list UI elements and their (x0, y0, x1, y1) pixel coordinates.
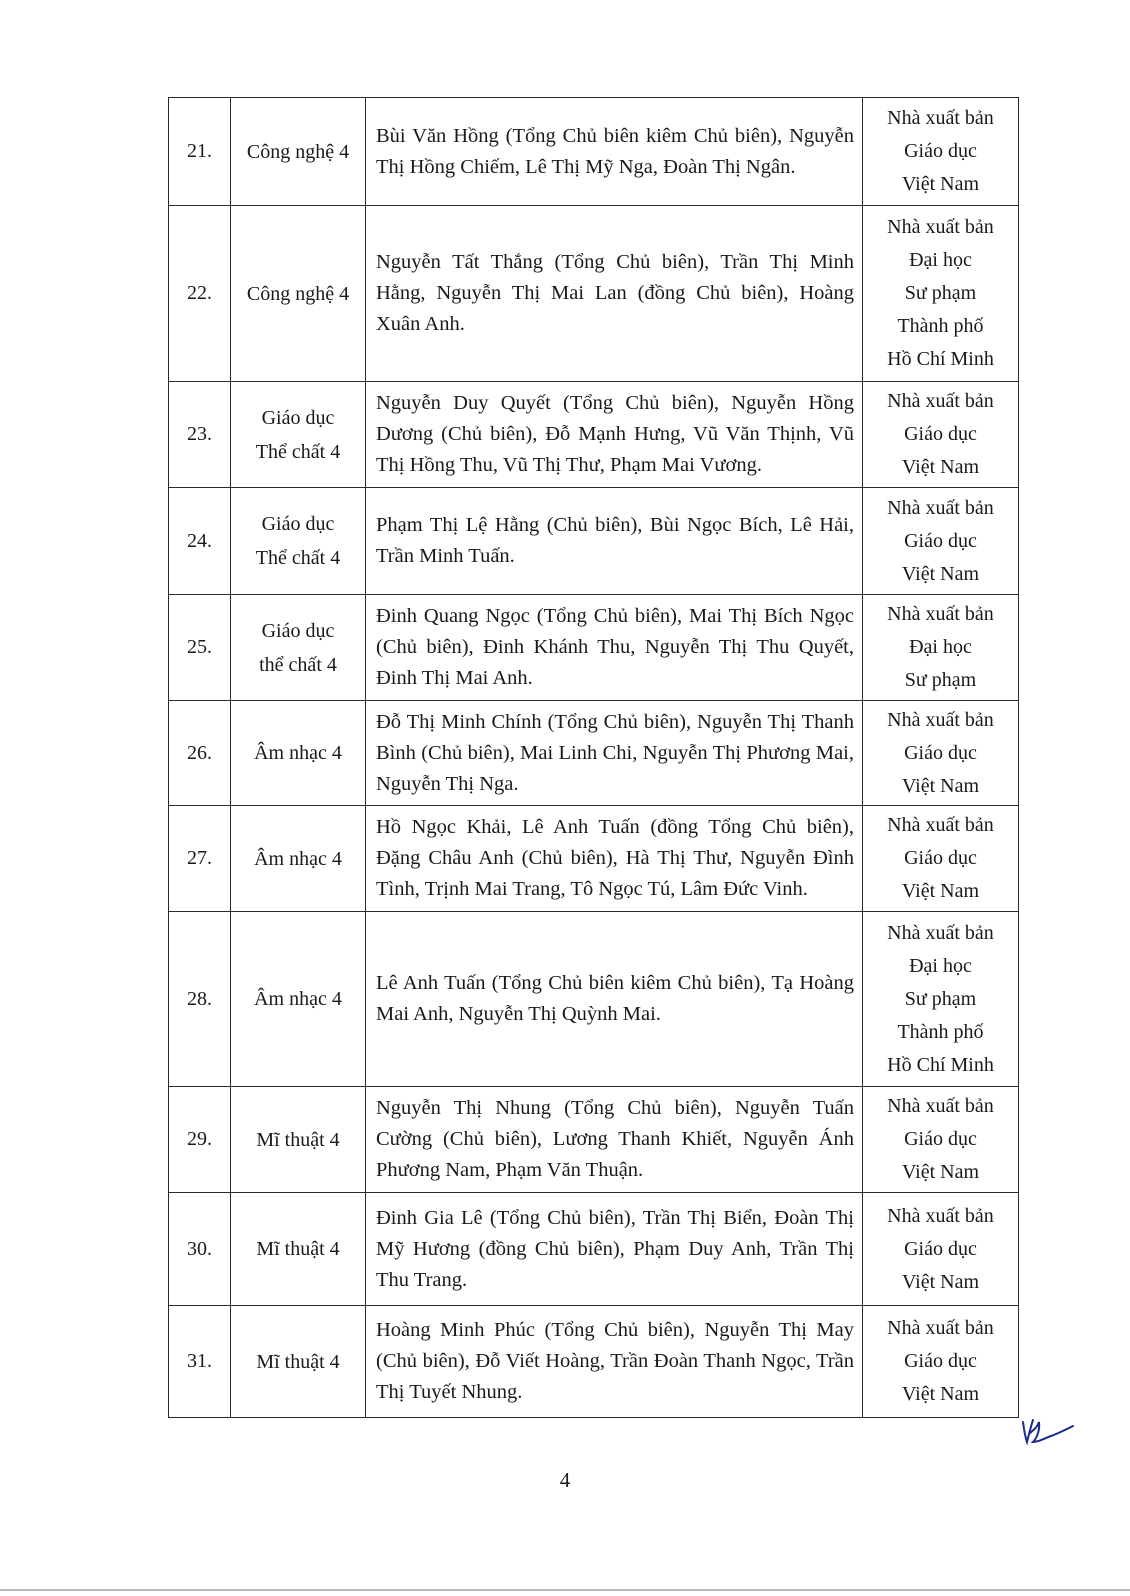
authors-list: Nguyễn Duy Quyết (Tổng Chủ biên), Nguyễn Hồng Dương (Chủ biên), Đỗ Mạnh Hưng, Vũ Văn Thịnh, Vũ Thị Hồng Thu, Vũ Thị Thư, Phạm Mai Vương. (366, 382, 863, 488)
scan-edge-line (0, 1589, 1130, 1591)
book-title-line: Mĩ thuật 4 (256, 1350, 340, 1373)
book-title (231, 1306, 366, 1418)
row-number: 31. (169, 1306, 231, 1418)
row-number: 28. (169, 912, 231, 1087)
table-row (169, 1306, 1019, 1418)
book-title-line: Mĩ thuật 4 (256, 1238, 340, 1260)
row-number: 23. (169, 382, 231, 488)
table-row (169, 806, 1019, 912)
publisher (863, 382, 1019, 488)
publisher (863, 488, 1019, 595)
publisher-line: Việt Nam (901, 173, 980, 195)
authors-list: Đỗ Thị Minh Chính (Tổng Chủ biên), Nguyễn Thị Thanh Bình (Chủ biên), Mai Linh Chi, Nguyễn Thị Phương Mai, Nguyễn Thị Nga. (366, 701, 863, 806)
row-number: 30. (169, 1193, 231, 1306)
publisher-line: Việt Nam (901, 456, 980, 478)
authors-list: Bùi Văn Hồng (Tổng Chủ biên kiêm Chủ biên), Nguyễn Thị Hồng Chiếm, Lê Thị Mỹ Nga, Đoàn Thị Ngân. (366, 98, 863, 206)
row-number: 25. (169, 595, 231, 701)
table-row (169, 98, 1019, 206)
publisher-line: Giáo dục (904, 1350, 977, 1372)
book-title-line: Âm nhạc 4 (254, 847, 342, 870)
table-row (169, 206, 1019, 382)
book-title-line: Công nghệ 4 (246, 282, 350, 305)
book-title-line: thể chất 4 (259, 653, 337, 676)
publisher-line: Sư phạm (904, 987, 977, 1010)
book-title-line: Thể chất 4 (255, 547, 341, 569)
publisher-line: Nhà xuất bản (887, 390, 994, 412)
authors-list: Nguyễn Thị Nhung (Tổng Chủ biên), Nguyễn Tuấn Cường (Chủ biên), Lương Thanh Khiết, Nguyễn Ánh Phương Nam, Phạm Văn Thuận. (366, 1087, 863, 1193)
table-row (169, 912, 1019, 1087)
publisher-line: Thành phố (897, 315, 984, 337)
book-title-line: Mĩ thuật 4 (256, 1128, 340, 1151)
publisher-line: Đại học (909, 249, 972, 271)
publisher-line: Nhà xuất bản (887, 1095, 994, 1117)
book-title (231, 701, 366, 806)
publisher-line: Việt Nam (901, 774, 980, 797)
publisher-line: Giáo dục (904, 1237, 977, 1260)
publisher-line: Hồ Chí Minh (887, 348, 994, 370)
publisher-line: Giáo dục (904, 847, 977, 869)
publisher-line: Việt Nam (901, 1270, 980, 1293)
book-title (231, 382, 366, 488)
publisher-line: Thành phố (897, 1020, 984, 1043)
book-title-line: Âm nhạc 4 (254, 742, 342, 764)
book-title (231, 1193, 366, 1306)
publisher-line: Nhà xuất bản (887, 708, 994, 731)
row-number: 22. (169, 206, 231, 382)
authors-list: Phạm Thị Lệ Hằng (Chủ biên), Bùi Ngọc Bích, Lê Hải, Trần Minh Tuấn. (366, 488, 863, 595)
publisher (863, 806, 1019, 912)
table-row (169, 382, 1019, 488)
publisher-line: Nhà xuất bản (887, 107, 994, 129)
publisher (863, 595, 1019, 701)
publisher-line: Nhà xuất bản (887, 216, 994, 238)
authors-list: Lê Anh Tuấn (Tổng Chủ biên kiêm Chủ biên), Tạ Hoàng Mai Anh, Nguyễn Thị Quỳnh Mai. (366, 912, 863, 1087)
publisher-line: Việt Nam (901, 1161, 980, 1183)
publisher (863, 912, 1019, 1087)
book-title-line: Âm nhạc 4 (254, 988, 342, 1010)
publisher-line: Nhà xuất bản (887, 921, 994, 944)
publisher (863, 98, 1019, 206)
initials-signature (1015, 1412, 1075, 1452)
authors-list: Hoàng Minh Phúc (Tổng Chủ biên), Nguyễn Thị May (Chủ biên), Đỗ Viết Hoàng, Trần Đoàn Thanh Ngọc, Trần Thị Tuyết Nhung. (366, 1306, 863, 1418)
row-number: 29. (169, 1087, 231, 1193)
table-row (169, 595, 1019, 701)
textbook-table (168, 97, 1019, 1418)
book-title (231, 206, 366, 382)
publisher-line: Giáo dục (904, 529, 977, 552)
book-title (231, 595, 366, 701)
book-title-line: Công nghệ 4 (246, 140, 350, 163)
page-number: 4 (559, 1468, 571, 1492)
publisher-line: Nhà xuất bản (887, 1204, 994, 1227)
publisher-line: Việt Nam (901, 562, 980, 585)
publisher-line: Việt Nam (901, 880, 980, 902)
row-number: 27. (169, 806, 231, 912)
publisher-line: Giáo dục (904, 140, 977, 162)
publisher-line: Nhà xuất bản (887, 496, 994, 519)
table-row (169, 1193, 1019, 1306)
publisher (863, 701, 1019, 806)
publisher-line: Nhà xuất bản (887, 603, 994, 625)
publisher-line: Nhà xuất bản (887, 814, 994, 836)
book-title-line: Giáo dục (261, 406, 335, 429)
publisher-line: Đại học (909, 636, 972, 658)
publisher (863, 1306, 1019, 1418)
publisher (863, 1087, 1019, 1193)
book-title (231, 1087, 366, 1193)
publisher-line: Nhà xuất bản (887, 1317, 994, 1339)
publisher-line: Sư phạm (904, 282, 977, 304)
book-title (231, 98, 366, 206)
row-number: 26. (169, 701, 231, 806)
book-title (231, 912, 366, 1087)
table-row (169, 488, 1019, 595)
row-number: 24. (169, 488, 231, 595)
authors-list: Nguyễn Tất Thắng (Tổng Chủ biên), Trần Thị Minh Hằng, Nguyễn Thị Mai Lan (đồng Chủ biên), Hoàng Xuân Anh. (366, 206, 863, 382)
publisher-line: Giáo dục (904, 741, 977, 764)
book-title (231, 806, 366, 912)
book-title (231, 488, 366, 595)
publisher (863, 1193, 1019, 1306)
publisher (863, 206, 1019, 382)
table-row (169, 1087, 1019, 1193)
publisher-line: Hồ Chí Minh (887, 1053, 994, 1076)
authors-list: Đinh Quang Ngọc (Tổng Chủ biên), Mai Thị Bích Ngọc (Chủ biên), Đinh Khánh Thu, Nguyễn Thị Thu Quyết, Đinh Thị Mai Anh. (366, 595, 863, 701)
authors-list: Đinh Gia Lê (Tổng Chủ biên), Trần Thị Biển, Đoàn Thị Mỹ Hương (đồng Chủ biên), Phạm Duy Anh, Trần Thị Thu Trang. (366, 1193, 863, 1306)
publisher-line: Giáo dục (904, 1128, 977, 1150)
authors-list: Hồ Ngọc Khải, Lê Anh Tuấn (đồng Tổng Chủ biên), Đặng Châu Anh (Chủ biên), Hà Thị Thư, Nguyễn Đình Tình, Trịnh Mai Trang, Tô Ngọc Tú, Lâm Đức Vinh. (366, 806, 863, 912)
book-title-line: Giáo dục (261, 619, 335, 642)
table-row (169, 701, 1019, 806)
publisher-line: Đại học (909, 954, 972, 977)
publisher-line: Việt Nam (901, 1383, 980, 1405)
book-title-line: Giáo dục (261, 513, 335, 535)
book-title-line: Thể chất 4 (255, 440, 341, 463)
publisher-line: Sư phạm (904, 669, 977, 691)
publisher-line: Giáo dục (904, 423, 977, 445)
row-number: 21. (169, 98, 231, 206)
